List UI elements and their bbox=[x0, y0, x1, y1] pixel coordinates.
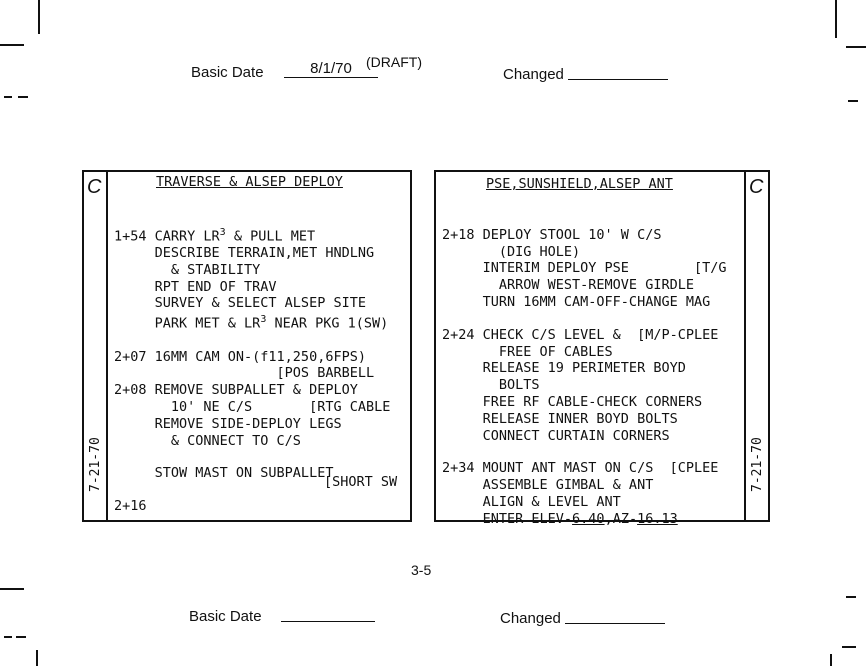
edge-mark bbox=[38, 0, 40, 34]
checklist-line: & CONNECT TO C/S bbox=[114, 432, 301, 449]
footer-basic-date-label: Basic Date bbox=[189, 608, 262, 625]
checklist-line: 2+07 16MM CAM ON-(f11,250,6FPS) bbox=[114, 348, 366, 365]
checklist-line: FREE RF CABLE-CHECK CORNERS bbox=[442, 393, 703, 410]
edge-mark bbox=[36, 650, 38, 666]
checklist-line: 2+34 MOUNT ANT MAST ON C/S [CPLEE bbox=[442, 460, 719, 477]
right-card-body bbox=[442, 210, 726, 528]
right-card-tab bbox=[744, 172, 768, 520]
right-tab-letter: C bbox=[749, 176, 764, 198]
footer-changed-label: Changed bbox=[500, 610, 561, 627]
left-card-title: TRAVERSE & ALSEP DEPLOY bbox=[156, 174, 343, 190]
checklist-line: REMOVE SIDE-DEPLOY LEGS bbox=[114, 415, 342, 432]
checklist-line: 2+16 bbox=[114, 498, 147, 515]
checklist-line: 2+18 DEPLOY STOOL 10' W C/S bbox=[442, 226, 662, 243]
az-value: 16.13 bbox=[637, 510, 678, 527]
checklist-line: RPT END OF TRAV bbox=[114, 278, 277, 295]
right-tab-date: 7-21-70 bbox=[750, 437, 765, 492]
edge-mark bbox=[4, 96, 12, 98]
checklist-line: RELEASE 19 PERIMETER BOYD bbox=[442, 360, 686, 377]
edge-mark bbox=[18, 96, 28, 98]
edge-mark bbox=[846, 596, 856, 598]
edge-mark bbox=[16, 636, 26, 638]
checklist-line: FREE OF CABLES bbox=[442, 343, 613, 360]
left-checklist-card bbox=[82, 170, 412, 522]
edge-mark bbox=[4, 636, 12, 638]
edge-mark bbox=[830, 654, 832, 666]
checklist-line: 2+08 REMOVE SUBPALLET & DEPLOY bbox=[114, 382, 358, 399]
page-number: 3-5 bbox=[411, 562, 432, 578]
header-basic-date-label: Basic Date bbox=[191, 64, 264, 81]
left-tab-date: 7-21-70 bbox=[88, 437, 103, 492]
short-sw-note: [SHORT SW bbox=[324, 474, 398, 490]
checklist-line: PARK MET & $LR^3$ NEAR PKG 1(SW) bbox=[114, 314, 389, 332]
checklist-line: INTERIM DEPLOY PSE [T/G bbox=[442, 260, 727, 277]
checklist-line: SURVEY & SELECT ALSEP SITE bbox=[114, 295, 366, 312]
draft-label: (DRAFT) bbox=[366, 54, 422, 70]
edge-mark bbox=[0, 44, 24, 46]
right-checklist-card bbox=[434, 170, 770, 527]
left-card-body bbox=[114, 208, 390, 515]
header-basic-date-value: 8/1/70 bbox=[284, 60, 378, 78]
footer-basic-date-line bbox=[281, 621, 375, 622]
right-card-title: PSE,SUNSHIELD,ALSEP ANT bbox=[486, 176, 673, 192]
checklist-line: ALIGN & LEVEL ANT bbox=[442, 493, 621, 510]
checklist-line: ARROW WEST-REMOVE GIRDLE bbox=[442, 277, 694, 294]
checklist-line: ENTER ELEV-6.40,AZ-16.13 bbox=[442, 510, 678, 527]
elev-value: 6.40 bbox=[572, 510, 605, 527]
edge-mark bbox=[848, 100, 858, 102]
checklist-line: DESCRIBE TERRAIN,MET HNDLNG bbox=[114, 245, 375, 262]
checklist-line: [POS BARBELL bbox=[114, 365, 375, 382]
footer-changed-line bbox=[565, 623, 665, 624]
edge-mark bbox=[0, 588, 24, 590]
checklist-line: 2+24 CHECK C/S LEVEL & [M/P-CPLEE bbox=[442, 326, 719, 343]
left-tab-letter: C bbox=[87, 176, 102, 198]
checklist-line: CONNECT CURTAIN CORNERS bbox=[442, 427, 670, 444]
checklist-line: (DIG HOLE) bbox=[442, 243, 581, 260]
checklist-line: BOLTS bbox=[442, 377, 540, 394]
checklist-line: 1+54 CARRY $LR^3$ & PULL MET bbox=[114, 226, 316, 245]
checklist-line: & STABILITY bbox=[114, 261, 261, 278]
edge-mark bbox=[835, 0, 837, 38]
edge-mark bbox=[846, 46, 866, 48]
checklist-line: STOW MAST ON SUBPALLET bbox=[114, 465, 334, 482]
checklist-line: RELEASE INNER BOYD BOLTS bbox=[442, 410, 678, 427]
header-changed-label: Changed bbox=[503, 66, 564, 83]
checklist-line: ASSEMBLE GIMBAL & ANT bbox=[442, 477, 654, 494]
checklist-line: 10' NE C/S [RTG CABLE bbox=[114, 398, 391, 415]
checklist-line: TURN 16MM CAM-OFF-CHANGE MAG bbox=[442, 293, 711, 310]
header-changed-line bbox=[568, 79, 668, 80]
left-card-tab bbox=[84, 172, 108, 520]
edge-mark bbox=[842, 646, 856, 648]
